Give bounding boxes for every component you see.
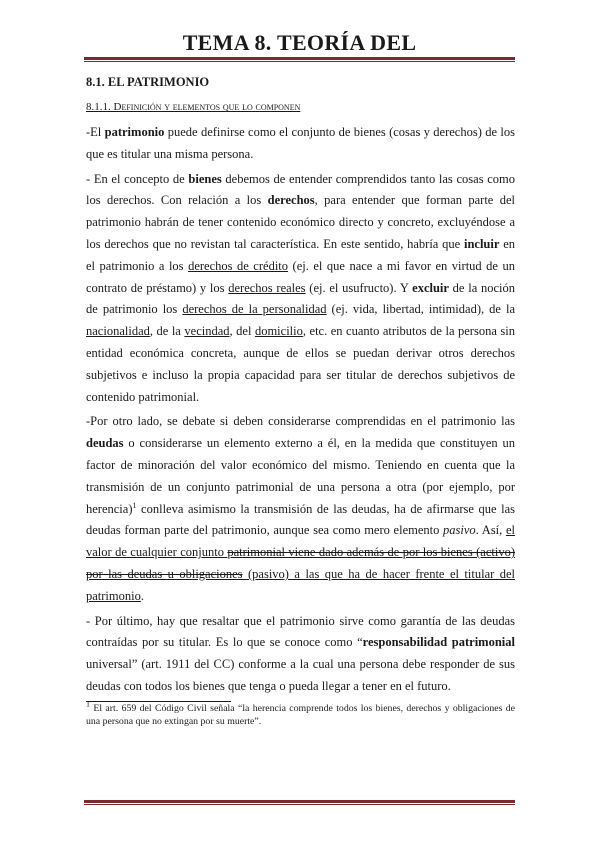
italic-term: pasivo — [443, 523, 476, 538]
text: en el patrimonio a los — [86, 236, 515, 273]
text: -Por otro lado, se debate si deben considerarse comprendidas en el patrimonio las — [86, 414, 515, 429]
underlined-term: nacionalidad — [86, 324, 150, 339]
bold-term: deudas — [86, 436, 124, 451]
text: (ej. el usufructo). Y — [305, 280, 413, 295]
text: puede definirse como el conjunto de bienes (cosas y derechos) de los que es titular una misma persona. — [86, 125, 515, 161]
underlined-term: derechos de la personalidad — [182, 302, 327, 317]
text: (ej. vida, libertad, intimidad), de la — [326, 302, 515, 317]
footnote-reference[interactable]: 1 — [132, 500, 137, 510]
text: , etc. en cuanto atributos de la persona sin entidad económica concreta, aunque de ellos se puedan derivar otros derechos subjetivos e incluso la propia capacidad para ser titular de derechos subjetivos de contenido patrimonial. — [86, 324, 515, 404]
underlined-passage: el valor de cualquier conjunto — [86, 523, 515, 560]
text: - En el concepto de — [86, 171, 189, 186]
footnote — [86, 699, 515, 728]
text: -El — [86, 125, 105, 139]
paragraph-bienes — [86, 169, 515, 409]
text: (ej. el que nace a mi favor en virtud de un contrato de préstamo) y los — [86, 258, 515, 295]
text: - Por último, hay que resaltar que el patrimonio sirve como garantía de las deudas contraídas por su titular. Es lo que se conoce como “ — [86, 613, 515, 650]
document-body — [86, 74, 515, 701]
underlined-term: domicilio — [254, 324, 303, 339]
paragraph-responsabilidad — [86, 611, 515, 698]
footnote-number: 1 — [86, 699, 90, 709]
underlined-passage: (pasivo) a las que ha de hacer frente el titular del patrimonio — [86, 566, 516, 603]
paragraph-deudas — [86, 411, 515, 607]
page-title: TEMA 8. TEORÍA DEL — [182, 30, 417, 55]
section-subheading: 8.1.1. Definición y elementos que lo componen — [86, 101, 301, 113]
text: , para entender que forman parte del patrimonio habrán de tener contenido económico directo y concreto, excluyéndose a los derechos que no revistan tal característica. En este sentido, habría que — [86, 193, 516, 251]
bold-term: patrimonio — [104, 125, 165, 139]
header-rule — [84, 57, 515, 62]
text: universal” (art. 1911 del CC) conforme a la cual una persona debe responder de sus deudas con todos los bienes que tenga o pueda llegar a tener en el futuro. — [86, 657, 515, 693]
bold-term: responsabilidad patrimonial — [362, 635, 515, 650]
paragraph-patrimonio — [86, 122, 515, 166]
bold-term: bienes — [188, 171, 222, 186]
footer-rule-thin — [84, 804, 515, 805]
struck-passage: patrimonial viene dado además de por los bienes (activo) por las deudas u obligaciones — [86, 545, 515, 581]
text: . Así, — [475, 523, 506, 538]
text: , del — [229, 324, 255, 339]
footer-rule-thick — [84, 800, 515, 803]
text: debemos de entender comprendidos tanto las cosas como los derechos. Con relación a los — [86, 171, 516, 208]
footnote-separator — [86, 701, 231, 702]
underlined-term: vecindad — [184, 324, 230, 339]
text: conlleva asimismo la transmisión de las deudas, ha de afirmarse que las deudas forman parte del patrimonio, aunque sea como mero elemento — [86, 501, 515, 538]
bold-term: derechos — [267, 193, 315, 208]
header-rule-thin — [84, 61, 515, 62]
text: . — [140, 588, 144, 603]
text: de la noción de patrimonio los — [86, 280, 515, 317]
underlined-term: derechos de crédito — [188, 258, 289, 273]
underlined-term: derechos reales — [228, 280, 306, 295]
bold-term: incluir — [463, 236, 500, 251]
header-rule-thick — [84, 57, 515, 60]
footnote-text: El art. 659 del Código Civil señala “la herencia comprende todos los bienes, derechos y obligaciones de una persona que no extingan por su muerte”. — [86, 703, 515, 727]
section-heading: 8.1. EL PATRIMONIO — [86, 75, 210, 89]
bold-term: excluir — [412, 280, 449, 295]
text: , de la — [149, 324, 185, 339]
text: o considerarse un elemento externo a él, en la medida que constituyen un factor de minoración del valor económico del mismo. Teniendo en cuenta que la transmisión de un conjunto patrimonial de una persona a otra (por ejemplo, por herencia) — [86, 436, 515, 516]
footer-rule — [84, 800, 515, 805]
